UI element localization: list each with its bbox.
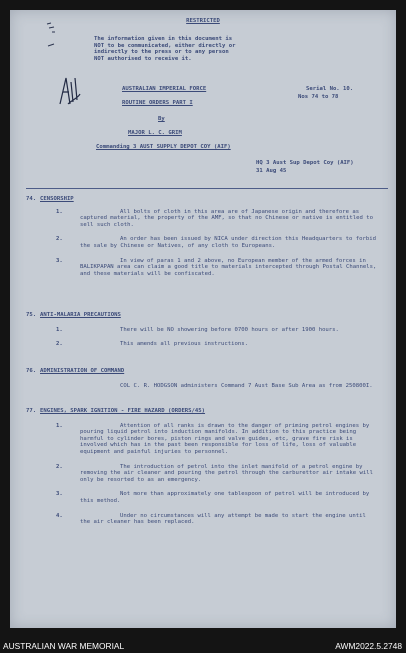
command-line: Commanding 3 AUST SUPPLY DEPOT COY (AIF) xyxy=(96,144,231,150)
archive-footer xyxy=(0,640,406,653)
section-number: 74. xyxy=(26,196,37,202)
restriction-line: NOT to be communicated, either directly or xyxy=(94,42,236,49)
paragraph-number: 2. xyxy=(56,236,63,243)
order-numbers: Nos 74 to 78 xyxy=(298,94,339,100)
issue-date: 31 Aug 45 xyxy=(256,168,287,174)
paragraph xyxy=(26,236,386,249)
section-censorship xyxy=(26,196,386,277)
paragraph-text: There will be NO showering before 0700 hours or after 1900 hours. xyxy=(120,326,339,333)
officer-name: MAJOR L. C. GRIM xyxy=(128,130,182,136)
paragraph-text: An order has been issued by NICA under direction this Headquarters to forbid the sale by Chinese or Natives, of any cloth to Europeans. xyxy=(80,236,376,249)
restriction-line: indirectly to the press or to any person xyxy=(94,49,229,56)
paragraph xyxy=(26,209,386,229)
paragraph-text: All bolts of cloth in this area are of Japanese origin and therefore as captured material, the property of the AMF, so that no Chinese or native is entitled to sell such cloth. xyxy=(80,208,373,228)
section-number: 76. xyxy=(26,368,37,374)
handwritten-initials-icon xyxy=(56,74,82,110)
section-title: ANTI-MALARIA PRECAUTIONS xyxy=(40,312,121,318)
paragraph-text: Attention of all ranks is drawn to the danger of priming petrol engines by pouring liquid petrol into induction manifolds. In addition to this practice being harmful to cylinder bores, piston rings and valve guides, etc, grave fire risk is involved which has in the past been responsible for loss of life, loss of valuable equipment and painful injuries to personnel. xyxy=(80,422,370,455)
force-heading: AUSTRALIAN IMPERIAL FORCE xyxy=(122,86,207,92)
archive-name: AUSTRALIAN WAR MEMORIAL xyxy=(3,641,125,651)
archive-reference: AWM2022.5.2748 xyxy=(335,641,402,651)
paragraph xyxy=(26,491,386,504)
section-administration xyxy=(26,368,386,389)
classification-heading: RESTRICTED xyxy=(186,18,220,24)
orders-title: ROUTINE ORDERS PART I xyxy=(122,100,193,106)
restriction-notice xyxy=(94,36,334,62)
paragraph-number: 1. xyxy=(56,326,63,333)
by-label: By xyxy=(158,116,165,122)
paragraph-text: In view of paras 1 and 2 above, no European member of the armed forces in BALIKPAPAN area can claim a good title to materials intercepted through Postal Channels, and these materials will be confiscated. xyxy=(80,257,377,277)
paragraph xyxy=(26,258,386,278)
paragraph-number: 3. xyxy=(56,491,63,498)
paragraph xyxy=(26,341,386,348)
paragraph-text: This amends all previous instructions. xyxy=(120,341,248,348)
paragraph-number: 1. xyxy=(56,208,63,215)
paragraph-text: COL C. R. HODGSON administers Command 7 Aust Base Sub Area as from 250800I. xyxy=(120,382,373,389)
section-anti-malaria xyxy=(26,312,386,348)
issuing-unit: HQ 3 Aust Sup Depot Coy (AIF) xyxy=(256,160,354,166)
restriction-line: NOT authorised to receive it. xyxy=(94,55,192,62)
paragraph-text: The introduction of petrol into the inlet manifold of a petrol engine by removing the air cleaner and pouring the petrol through the carburettor air intake will only be resorted to as an emergency. xyxy=(80,463,373,483)
section-number: 75. xyxy=(26,312,37,318)
section-number: 77. xyxy=(26,408,37,414)
serial-number: Serial No. 10. xyxy=(306,86,354,92)
section-engines-fire-hazard xyxy=(26,408,386,526)
paragraph-number: 4. xyxy=(56,512,63,519)
paragraph-text: Not more than approximately one tablespoon of petrol will be introduced by this method. xyxy=(80,491,370,504)
paragraph xyxy=(26,327,386,334)
section-title: ENGINES, SPARK IGNITION - FIRE HAZARD (ORDERS/45) xyxy=(40,408,206,414)
section-title: ADMINISTRATION OF COMMAND xyxy=(40,368,125,374)
paragraph-text: Under no circumstances will any attempt be made to start the engine until the air cleaner has been replaced. xyxy=(80,512,366,526)
paragraph xyxy=(26,423,386,456)
paragraph-number: 2. xyxy=(56,341,63,348)
paragraph-number: 2. xyxy=(56,463,63,470)
restriction-line: The information given in this document is xyxy=(94,36,233,42)
header-divider xyxy=(26,188,388,189)
paragraph xyxy=(26,383,386,390)
paragraph-number: 1. xyxy=(56,422,63,429)
document-page xyxy=(10,10,396,628)
section-title: CENSORSHIP xyxy=(40,196,74,202)
paragraph-number: 3. xyxy=(56,257,63,264)
paragraph xyxy=(26,513,386,526)
paragraph xyxy=(26,464,386,484)
